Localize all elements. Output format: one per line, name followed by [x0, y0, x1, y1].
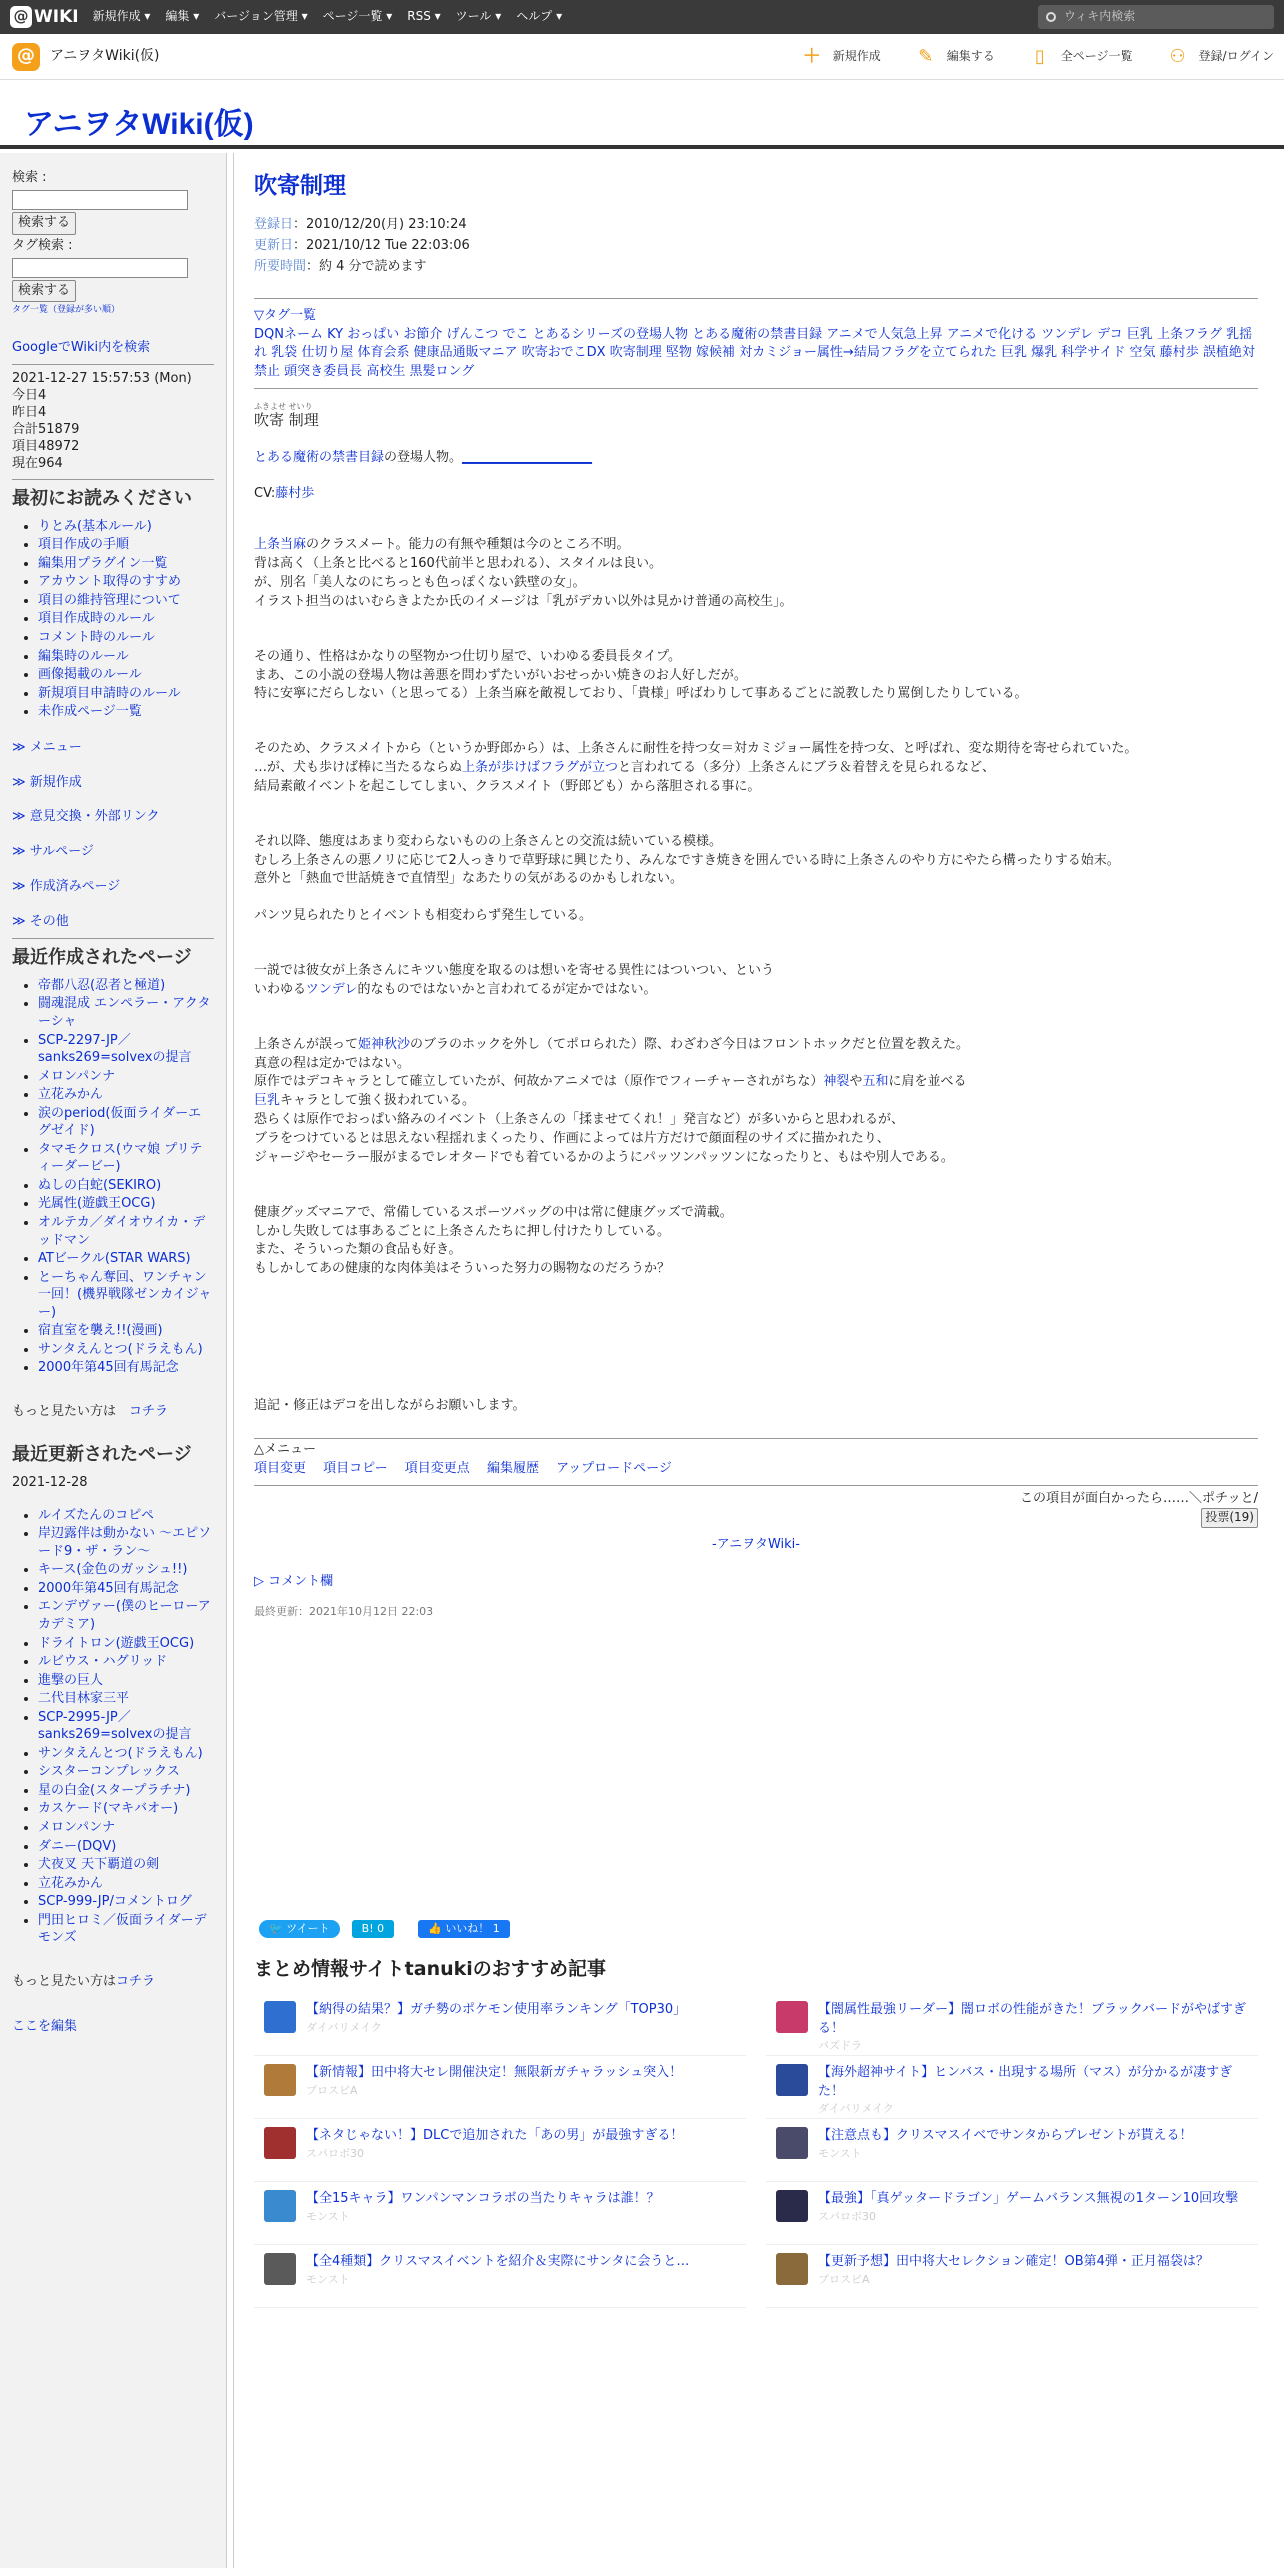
list-item[interactable]: ルイズたんのコピペ: [38, 1507, 154, 1523]
paragraph: そのため、クラスメイトから（というか野郎から）は、上条さんに耐性を持つ女＝対カミジョー属性を持つ女、と呼ばれ、変な期待を寄せられていた。 …が、犬も歩けば棒に当たるならぬ上条が歩けばフラグが立つと言われてる（多分）上条さんにブラ＆着替えを見られるなど、 結局素敵イベントを起こしてしまい、クラスメイト（野郎ども）から落胆される事に。: [254, 741, 1138, 794]
tanuki-article-source: スパロボ30: [818, 2209, 876, 2223]
list-item[interactable]: 光属性(遊戯王OCG): [38, 1196, 156, 1212]
menu-upload-link[interactable]: アップロードページ: [556, 1460, 672, 1476]
tag-link[interactable]: 健康品通販マニア: [413, 345, 518, 361]
tag-link[interactable]: 頭突き委員長: [284, 364, 363, 380]
list-item[interactable]: 立花みかん: [38, 1875, 104, 1891]
kanzaki-link[interactable]: 神裂: [823, 1074, 850, 1090]
article-thumbnail[interactable]: [264, 2064, 296, 2096]
index-link[interactable]: とある魔術の禁書目録: [254, 449, 385, 465]
list-item[interactable]: 岸辺露伴は動かない 〜エピソード9・ザ・ラン〜: [38, 1526, 212, 1559]
wiki-logo[interactable]: @ WIKI: [10, 0, 79, 34]
tag-link[interactable]: 巨乳: [1126, 326, 1153, 342]
list-item[interactable]: 帝都八忍(忍者と極道): [38, 977, 166, 993]
tag-link[interactable]: 上条フラグ: [1156, 326, 1222, 342]
paragraph: それ以降、態度はあまり変わらないものの上条さんとの交流は続いている模様。 むしろ上条さんの悪ノリに応じて2人っきりで草野球に興じたり、みんなですき焼きを囲んでいる時に上条さんのやり方にやたら構ったりする始末。 意外と「熱血で世話焼きで直情型」なあたりの気があるのかもしれない。 パンツ見られたりとイベントも相変わらず発生している。: [254, 833, 1120, 924]
ad-space: [254, 1620, 1258, 1910]
tanuki-article-source: ダイバリメイク: [306, 2020, 382, 2034]
article: [254, 153, 1258, 2568]
tag-list-toggle[interactable]: ▽タグ一覧: [254, 307, 316, 323]
list-item[interactable]: 門田ヒロミ／仮面ライダーデモンズ: [38, 1912, 207, 1946]
tag-link[interactable]: 乳揺れ: [254, 326, 1253, 361]
tanuki-article-title[interactable]: 【更新予想】田中将大セレクション確定！OB第4弾・正月福袋は？: [818, 2254, 1209, 2270]
menu-diff-link[interactable]: 項目変更点: [404, 1460, 470, 1476]
list-item[interactable]: 編集用プラグイン一覧: [38, 555, 168, 571]
article-menu: [254, 1460, 1258, 1479]
article-thumbnail[interactable]: [264, 2190, 296, 2222]
first-read-list: [12, 518, 214, 721]
tanuki-article-card[interactable]: [766, 2056, 1258, 2119]
tag-link[interactable]: 吹寄おでこDX: [521, 345, 606, 361]
site-logo[interactable]: @ アニヲタWiki(仮): [12, 43, 160, 71]
list-item[interactable]: キース(金色のガッシュ!!): [38, 1562, 188, 1578]
nav-created-link[interactable]: ≫ 作成済みページ: [12, 879, 121, 895]
more-created: もっと見たい方は コチラ: [12, 1403, 169, 1419]
tag-link[interactable]: DQNネーム: [254, 326, 323, 342]
site-title[interactable]: アニヲタWiki(仮): [24, 108, 254, 141]
login-button[interactable]: ⚇ 登録/ログイン: [1169, 46, 1274, 67]
menu-header: △メニュー: [254, 1441, 316, 1457]
list-item[interactable]: SCP-2297-JP／sanks269=solvexの提言: [38, 1032, 192, 1066]
nav-menu-link[interactable]: ≫ メニュー: [12, 739, 82, 755]
nav-sal-link[interactable]: ≫ サルページ: [12, 844, 94, 860]
list-item[interactable]: 編集時のルール: [38, 648, 129, 664]
recent-created-heading: 最近作成されたページ: [12, 946, 192, 968]
list-item[interactable]: SCP-999-JP/コメントログ: [38, 1894, 192, 1910]
tag-link[interactable]: 黒髪ロング: [409, 364, 475, 380]
list-item[interactable]: とーちゃん奪回、ワンチャン一回！(機界戦隊ゼンカイジャー): [38, 1269, 212, 1320]
divider: [254, 1438, 1258, 1439]
tanuki-article-card[interactable]: [254, 2119, 746, 2182]
divider: [254, 298, 1258, 299]
list-item[interactable]: 涙のperiod(仮面ライダーエグゼイド): [38, 1105, 202, 1139]
tag-link[interactable]: ツンデレ: [1041, 326, 1094, 342]
article-thumbnail[interactable]: [264, 2001, 296, 2033]
itsuwa-link[interactable]: 五和: [862, 1074, 889, 1090]
tag-link[interactable]: 吹寄制理: [609, 345, 662, 361]
name-block: [254, 403, 1258, 431]
tag-link[interactable]: とある魔術の禁書目録: [692, 326, 823, 342]
pencil-icon: ✎: [918, 46, 934, 67]
nav-new-link[interactable]: ≫ 新規作成: [12, 774, 82, 790]
list-item[interactable]: ダニー(DQⅤ): [38, 1838, 117, 1854]
tag-link[interactable]: 空気: [1129, 345, 1156, 361]
tanuki-article-title[interactable]: 【闇属性最強リーダー】闇ロボの性能がきた！ブラックバードがやばすぎる！: [818, 2002, 1246, 2036]
user-add-icon: ⚇: [1169, 46, 1186, 67]
tanuki-article-source: モンスト: [306, 2272, 350, 2286]
tanuki-article-card[interactable]: [254, 2182, 746, 2245]
last-updated: 最終更新：2021年10月12日 22:03: [254, 1604, 434, 1618]
nav-opinion-link[interactable]: ≫ 意見交換・外部リンク: [12, 809, 160, 825]
list-item[interactable]: 二代目林家三平: [38, 1691, 130, 1707]
article-title[interactable]: 吹寄制理: [254, 173, 346, 199]
wiki-search-input[interactable]: ウィキ内検索: [1038, 5, 1274, 29]
tag-link[interactable]: 堅物: [665, 345, 692, 361]
list-item[interactable]: 未作成ページ一覧: [38, 704, 142, 720]
list-item[interactable]: ドライトロン(遊戯王OCG): [38, 1635, 195, 1651]
site-actions: [767, 34, 1274, 80]
list-item[interactable]: 立花みかん: [38, 1087, 104, 1103]
at-logo-icon: @: [10, 6, 32, 28]
list-item[interactable]: オルテカ／ダイオウイカ・デッドマン: [38, 1214, 206, 1248]
nav-other-link[interactable]: ≫ その他: [12, 913, 69, 929]
divider: [12, 479, 214, 480]
more-updated-link[interactable]: コチラ: [116, 1973, 156, 1989]
list-item[interactable]: 2000年第45回有馬記念: [38, 1360, 179, 1376]
tanuki-article-source: ダイバリメイク: [818, 2101, 894, 2115]
tag-link[interactable]: 対カミジョー属性→結局フラグを立てられた: [739, 345, 997, 361]
paragraph: 上条当麻のクラスメート。能力の有無や種類は今のところ不明。 背は高く（上条と比べると160代前半と思われる）、スタイルは良い。 が、別名「美人なのにちっとも色っぽくない鉄壁の女」。 イラスト担当のはいむらきよたか氏のイメージは「乳がデカい以外は見かけ普通の高校生」。: [254, 537, 793, 609]
menu-rss[interactable]: RSS ▾: [407, 9, 441, 24]
tag-search-button[interactable]: 検索する: [12, 280, 76, 303]
list-item[interactable]: サンタえんとつ(ドラえもん): [38, 1745, 203, 1761]
list-item[interactable]: 画像掲載のルール: [38, 667, 142, 683]
tanuki-article-card[interactable]: [766, 2245, 1258, 2308]
tag-link[interactable]: 巨乳: [1000, 345, 1027, 361]
menu-copy-link[interactable]: 項目コピー: [323, 1460, 388, 1476]
tag-link[interactable]: おっぱい: [347, 326, 400, 342]
tag-link[interactable]: 爆乳: [1031, 345, 1058, 361]
menu-new[interactable]: 新規作成 ▾: [92, 9, 151, 24]
meta-value: ：2021/10/12 Tue 22:03:06: [293, 238, 470, 254]
intro: とある魔術の禁書目録の登場人物。____________________: [254, 449, 593, 465]
tag-link[interactable]: 誤植絶対禁止: [254, 345, 1255, 380]
tag-link[interactable]: アニメで人気急上昇: [826, 326, 943, 342]
tanuki-article-card[interactable]: [254, 2056, 746, 2119]
meta-value: ：約 4 分で読めます: [306, 258, 427, 274]
sidebar-search-button[interactable]: 検索する: [12, 212, 76, 235]
list-item[interactable]: 星の白金(スタープラチナ): [38, 1782, 191, 1798]
list-item[interactable]: 犬夜叉 天下覇道の剣: [38, 1857, 160, 1873]
tanuki-article-card[interactable]: [766, 2119, 1258, 2182]
list-item[interactable]: ATビークル(STAR WARS): [38, 1251, 191, 1267]
tanuki-article-source: スパロボ30: [306, 2146, 364, 2160]
list-item[interactable]: 新規項目申請時のルール: [38, 685, 181, 701]
tanuki-article-title[interactable]: 【最強】「真ゲッタードラゴン」ゲームバランス無視の1ターン10回攻撃: [818, 2191, 1239, 2207]
list-item[interactable]: 2000年第45回有馬記念: [38, 1580, 179, 1596]
article-thumbnail[interactable]: [264, 2253, 296, 2285]
tag-search-input[interactable]: [12, 258, 188, 278]
more-updated: もっと見たい方はコチラ: [12, 1973, 156, 1989]
underline-link[interactable]: ____________________: [462, 449, 593, 465]
first-read-heading: 最初にお読みください: [12, 487, 192, 509]
tanuki-heading: まとめ情報サイトtanukiのおすすめ記事: [254, 1957, 606, 1980]
list-item[interactable]: 項目の維持管理について: [38, 592, 181, 608]
social-buttons: [254, 1920, 1258, 1938]
tag-list: [254, 326, 1258, 383]
tanuki-article-source: プロスピA: [818, 2272, 870, 2286]
tanuki-article-title[interactable]: 【ネタじゃない！】DLCで追加された「あの男」が最強すぎる！: [306, 2128, 684, 2144]
list-item[interactable]: アカウント取得のすすめ: [38, 574, 182, 590]
tanuki-article-card[interactable]: [254, 2245, 746, 2308]
recent-updated-list: [12, 1507, 214, 1947]
article-thumbnail[interactable]: [264, 2127, 296, 2159]
list-item[interactable]: 項目作成時のルール: [38, 611, 155, 627]
sidebar-search-input[interactable]: [12, 190, 188, 210]
list-item[interactable]: サンタえんとつ(ドラえもん): [38, 1341, 203, 1357]
tag-link[interactable]: とあるシリーズの登場人物: [532, 326, 688, 342]
tanuki-article-title[interactable]: 【納得の結果？】ガチ勢のポケモン使用率ランキング「TOP30」: [306, 2002, 687, 2018]
cv-link[interactable]: 藤村歩: [275, 486, 315, 502]
menu-version[interactable]: バージョン管理 ▾: [214, 9, 308, 24]
list-item[interactable]: カスケード(マキバオー): [38, 1801, 179, 1817]
tanuki-article-card[interactable]: [766, 1993, 1258, 2056]
site-bar: [0, 34, 1284, 80]
list-item[interactable]: タマモクロス(ウマ娘 プリティーダービー): [38, 1141, 203, 1175]
list-item[interactable]: シスターコンプレックス: [38, 1764, 180, 1780]
tanuki-article-source: プロスピA: [306, 2083, 358, 2097]
article-thumbnail[interactable]: [776, 2001, 808, 2033]
all-pages-button[interactable]: ▯ 全ページ一覧: [1031, 48, 1133, 66]
signature[interactable]: -アニヲタWiki-: [712, 1537, 800, 1553]
document-icon: ▯: [1034, 46, 1045, 67]
tanuki-article-title[interactable]: 【注意点も】クリスマスイベでサンタからプレゼントが貰える！: [818, 2128, 1193, 2144]
search-label: 検索 :: [12, 170, 47, 185]
tag-link[interactable]: お節介: [403, 326, 443, 342]
tanuki-article-card[interactable]: [254, 1993, 746, 2056]
divider: [233, 153, 234, 2568]
top-menu: [93, 8, 578, 25]
sidebar: [0, 153, 227, 2568]
himegami-link[interactable]: 姫神秋沙: [358, 1036, 411, 1052]
flag-link[interactable]: 上条が歩けばフラグが立つ: [462, 760, 619, 776]
tanuki-article-card[interactable]: [766, 2182, 1258, 2245]
kyonyuu-link[interactable]: 巨乳: [254, 1093, 281, 1109]
article-thumbnail[interactable]: [776, 2064, 808, 2096]
new-page-button[interactable]: ＋ 新規作成: [802, 46, 881, 67]
menu-help[interactable]: ヘルプ ▾: [516, 9, 563, 24]
list-item[interactable]: 進撃の巨人: [38, 1672, 104, 1688]
thumbs-up-icon: 👍: [428, 1921, 446, 1935]
list-item[interactable]: メロンパンナ: [38, 1068, 116, 1084]
access-counter: 2021-12-27 15:57:53 (Mon) 今日4 昨日4 合計51879 項目48972 現在964: [12, 371, 192, 471]
article-meta: [254, 215, 1258, 277]
paragraph: 一説では彼女が上条さんにキツい態度を取るのは想いを寄せる異性にはついつい、という いわゆるツンデレ的なものではないかと言われてるが定かではない。: [254, 963, 775, 997]
site-header: [0, 81, 1284, 149]
list-item[interactable]: りとみ(基本ルール): [38, 518, 152, 534]
recent-created-list: [12, 977, 214, 1377]
like-button[interactable]: 👍 いいね！ 1: [418, 1920, 510, 1938]
article-thumbnail[interactable]: [776, 2127, 808, 2159]
list-item[interactable]: 闘魂混成 エンペラー・アクターシャ: [38, 996, 211, 1029]
name-ruby: ふきよせ せいり: [254, 402, 313, 412]
paragraph: 健康グッズマニアで、常備しているスポーツバッグの中は常に健康グッズで満載。 しかし失敗しては事あるごとに上条さんたちに押し付けたりしている。 また、そういった類の食品も好き。 もしかしてあの健康的な肉体美はそういった努力の賜物なのだろうか？: [254, 1204, 733, 1277]
footer-note: 追記・修正はデコを出しながらお願いします。: [254, 1398, 526, 1414]
tweet-button[interactable]: 🐦 ツイート: [259, 1920, 340, 1938]
edit-button[interactable]: ✎ 編集する: [918, 46, 995, 67]
menu-edit[interactable]: 編集 ▾: [165, 9, 200, 24]
tag-link[interactable]: 仕切り屋: [301, 345, 354, 361]
meta-key: 更新日: [254, 238, 294, 254]
list-item[interactable]: 宿直室を襲え!!(漫画): [38, 1323, 163, 1339]
twitter-icon: 🐦: [269, 1921, 287, 1935]
meta-key: 所要時間: [254, 258, 307, 274]
cv: CV:藤村歩: [254, 486, 315, 502]
menu-pages[interactable]: ページ一覧 ▾: [322, 9, 393, 24]
tag-link[interactable]: KY: [327, 326, 344, 342]
tag-link[interactable]: 科学サイド: [1061, 345, 1126, 361]
site-at-icon: @: [12, 43, 40, 71]
divider: [12, 364, 214, 365]
google-search-link[interactable]: GoogleでWiki内を検索: [12, 340, 151, 356]
tag-search-label: タグ検索 :: [12, 237, 73, 253]
hatena-button[interactable]: B! 0: [352, 1920, 394, 1938]
paragraph: 上条さんが誤って姫神秋沙のブラのホックを外し（てポロられた）際、わざわざ今日はフロントホックだと位置を教えた。 真意の程は定かではない。 原作ではデコキャラとして確立していたが、何故かアニメでは（原作でフィーチャーされがちな）神裂や五和に肩を並べる 巨乳キャラとして強く扱われている。 恐らくは原作でおっぱい絡みのイベント（上条さんの「揉ませてくれ！」発言など）が多いからと思われるが、 ブラをつけているとは思えない程揺れまくったり、作画によっては片方だけで顔面程のサイズに描かれたり、 ジャージやセーラー服がまるでレオタードでも着ているかのようにパッツンパッツンになったりと、もはや別人である。: [254, 1036, 970, 1165]
meta-key: 登録日: [254, 217, 294, 233]
tanuki-article-source: モンスト: [306, 2209, 350, 2223]
kamijou-link[interactable]: 上条当麻: [254, 537, 307, 553]
list-item[interactable]: コメント時のルール: [38, 629, 155, 645]
list-item[interactable]: エンデヴァー(僕のヒーローアカデミア): [38, 1599, 211, 1632]
tag-link[interactable]: 高校生: [366, 364, 406, 380]
divider: [254, 1485, 1258, 1486]
tag-link[interactable]: デコ: [1097, 326, 1123, 342]
menu-change-link[interactable]: 項目変更: [254, 1460, 307, 1476]
tag-list-link[interactable]: タグ一覧（登録が多い順）: [12, 305, 121, 316]
tsundere-link[interactable]: ツンデレ: [305, 981, 358, 997]
tanuki-article-title[interactable]: 【新情報】田中将大セレ開催決定！無限新ガチャラッシュ突入！: [306, 2065, 683, 2081]
tanuki-article-title[interactable]: 【全4種類】クリスマスイベントを紹介＆実際にサンタに会うと…: [306, 2254, 690, 2270]
article-thumbnail[interactable]: [776, 2190, 808, 2222]
top-toolbar: [0, 0, 1284, 34]
tanuki-article-title[interactable]: 【全15キャラ】ワンパンマンコラボの当たりキャラは誰！？: [306, 2191, 660, 2207]
list-item[interactable]: ぬしの白蛇(SEKIRO): [38, 1177, 162, 1193]
tag-link[interactable]: アニメで化ける: [946, 326, 1038, 342]
recent-updated-date: 2021-12-28: [12, 1474, 88, 1490]
tanuki-article-source: モンスト: [818, 2146, 862, 2160]
tag-link[interactable]: 藤村歩: [1159, 345, 1199, 361]
recent-updated-heading: 最近更新されたページ: [12, 1443, 192, 1465]
article-thumbnail[interactable]: [776, 2253, 808, 2285]
more-created-link[interactable]: コチラ: [129, 1403, 169, 1419]
tag-link[interactable]: げんこつ: [446, 326, 499, 342]
tag-link[interactable]: 嫁候補: [696, 345, 736, 361]
divider: [12, 938, 214, 939]
vote-button[interactable]: 投票(19): [1201, 1508, 1258, 1527]
vote-text: この項目が面白かったら……＼ポチッと/: [1020, 1490, 1258, 1506]
edit-sidebar-link[interactable]: ここを編集: [12, 2018, 78, 2034]
name-line: 吹寄 制理: [254, 411, 319, 430]
menu-tools[interactable]: ツール ▾: [455, 9, 502, 24]
tag-link[interactable]: 体育会系: [357, 345, 410, 361]
menu-history-link[interactable]: 編集履歴: [486, 1460, 539, 1476]
divider: [254, 388, 1258, 389]
list-item[interactable]: ルビウス・ハグリッド: [38, 1654, 168, 1670]
list-item[interactable]: SCP-2995-JP／sanks269=solvexの提言: [38, 1709, 192, 1743]
tanuki-article-title[interactable]: 【海外超神サイト】ヒンバス・出現する場所（マス）が分かるが凄すぎた！: [818, 2065, 1233, 2099]
list-item[interactable]: メロンパンナ: [38, 1819, 116, 1835]
search-icon: [1046, 12, 1056, 22]
tag-link[interactable]: 乳袋: [271, 345, 298, 361]
tag-link[interactable]: でこ: [502, 326, 529, 342]
tanuki-article-source: パズドラ: [818, 2038, 862, 2052]
meta-value: ：2010/12/20(月) 23:10:24: [293, 217, 467, 233]
plus-icon: ＋: [802, 46, 821, 67]
comment-link[interactable]: ▷ コメント欄: [254, 1574, 334, 1590]
list-item[interactable]: 項目作成の手順: [38, 537, 130, 553]
tanuki-articles: [254, 1993, 1258, 2308]
paragraph: その通り、性格はかなりの堅物かつ仕切り屋で、いわゆる委員長タイプ。 まあ、この小説の登場人物は善悪を問わずたいがいおせっかい焼きのお人好しだが。 特に安寧にだらしない（と思ってる）上条当麻を敵視しており、「貴様」呼ばわりして事あるごとに説教したり罵倒したりしている。: [254, 648, 1028, 702]
